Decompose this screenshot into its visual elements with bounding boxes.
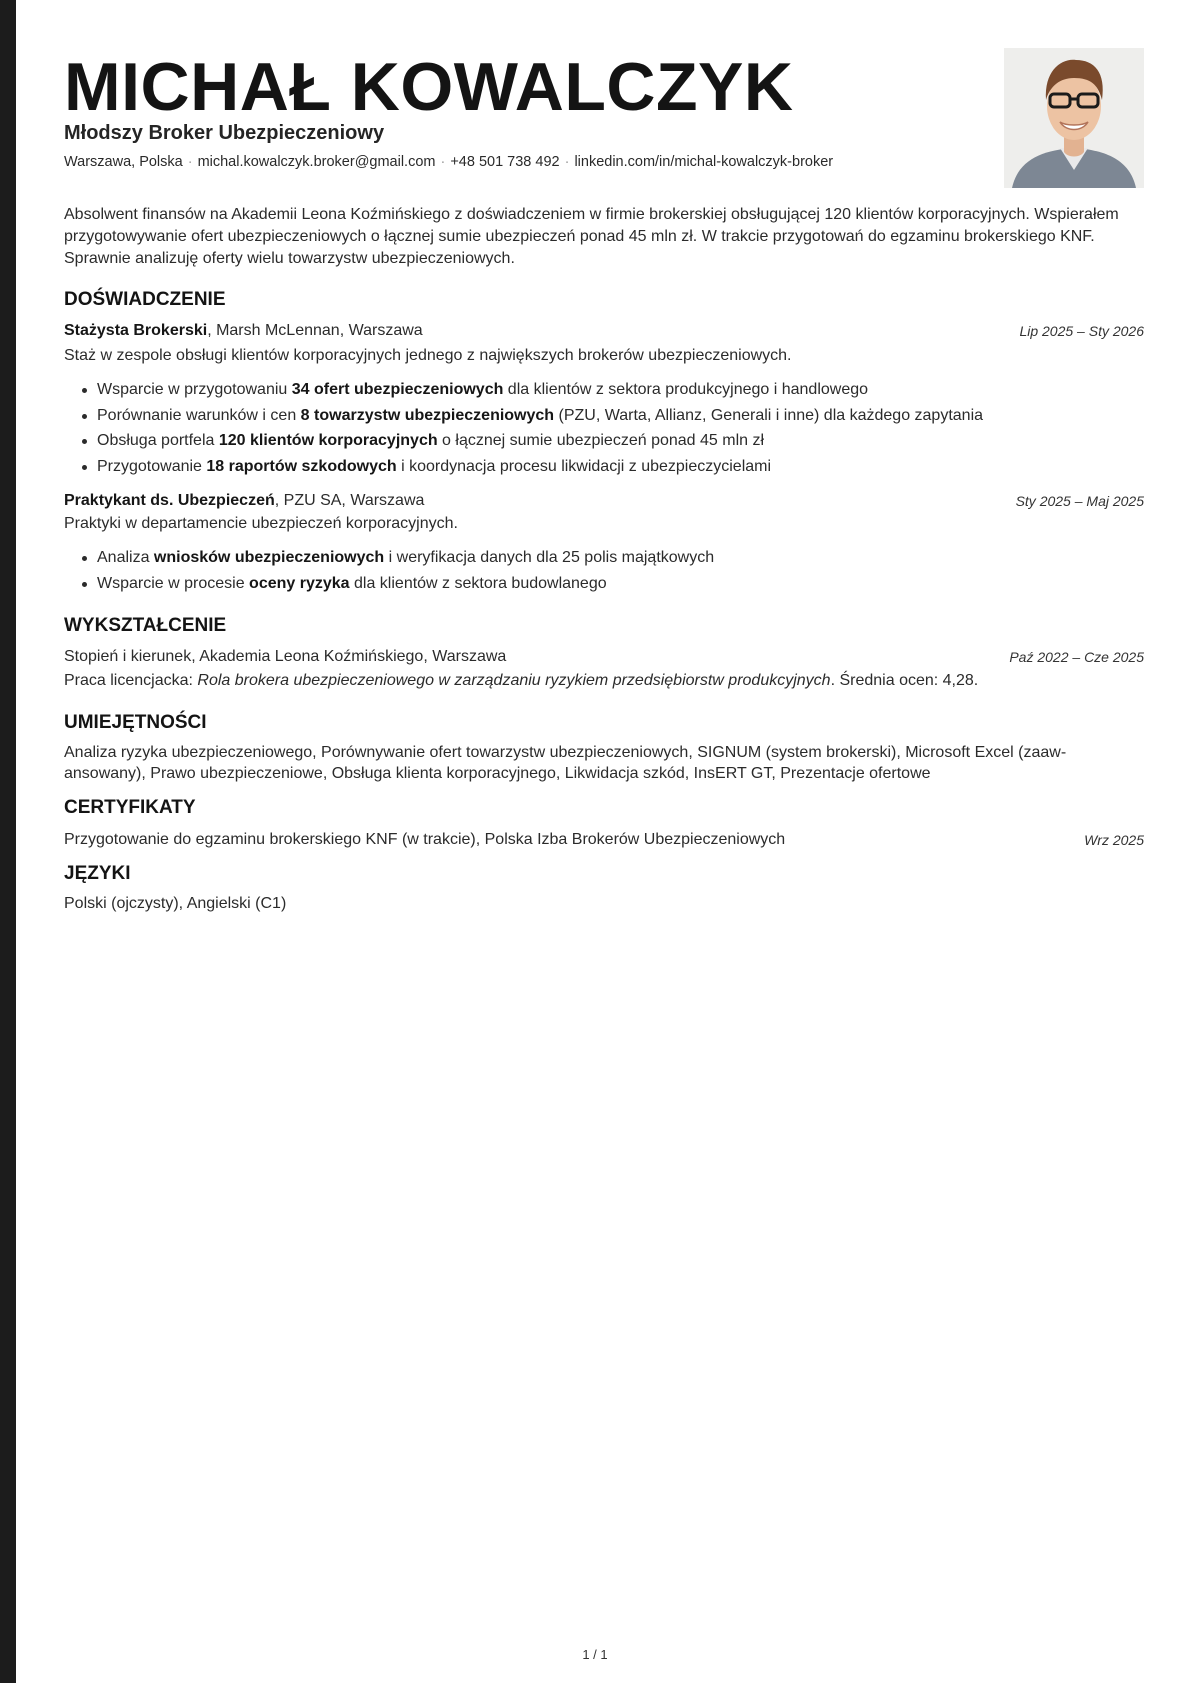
education-entry bbox=[64, 646, 1144, 668]
education-dates: Paź 2022 – Cze 2025 bbox=[1009, 649, 1144, 665]
job-role: Stażysta Brokerski bbox=[64, 322, 208, 339]
job-description: Staż w zespole obsługi klientów korporacyjnych jednego z największych brokerów ubezpieczeniowych. bbox=[64, 347, 792, 364]
contact-location: Warszawa, Polska bbox=[64, 154, 183, 170]
languages-list: Polski (ojczysty), Angielski (C1) bbox=[64, 895, 287, 912]
certificate-entry bbox=[64, 829, 1144, 851]
job-header bbox=[64, 490, 1144, 512]
thesis-label: Praca licencjacka: bbox=[64, 672, 198, 689]
resume-header bbox=[64, 48, 1144, 198]
left-edge-bar bbox=[0, 0, 16, 1683]
candidate-name: MICHAŁ KOWALCZYK bbox=[64, 49, 794, 125]
job-description: Praktyki w departamencie ubezpieczeń korporacyjnych. bbox=[64, 515, 458, 532]
skills-line: ansowany), Prawo ubezpieczeniowe, Obsługa klienta korporacyjnego, Likwidacja szkód, InsERT GT, Prezentacje ofertowe bbox=[64, 765, 931, 782]
job-bullets bbox=[64, 547, 1144, 598]
job-dates: Lip 2025 – Sty 2026 bbox=[1019, 323, 1144, 339]
profile-photo bbox=[1004, 48, 1144, 188]
thesis-after: . Średnia ocen: 4,28. bbox=[830, 672, 979, 689]
certificate-dates: Wrz 2025 bbox=[1084, 832, 1144, 848]
job-company: , Marsh McLennan, Warszawa bbox=[207, 322, 423, 339]
section-heading-skills: UMIEJĘTNOŚCI bbox=[64, 712, 207, 733]
job-dates: Sty 2025 – Maj 2025 bbox=[1015, 493, 1144, 509]
contact-separator: · bbox=[564, 154, 570, 170]
bullet-item: Analiza wniosków ubezpieczeniowych i weryfikacja danych dla 25 polis majątkowych bbox=[64, 547, 1144, 573]
bullet-item: Obsługa portfela 120 klientów korporacyjnych o łącznej sumie ubezpieczeń ponad 45 mln zł bbox=[64, 430, 1144, 456]
job-company: , PZU SA, Warszawa bbox=[274, 492, 425, 509]
section-heading-education: WYKSZTAŁCENIE bbox=[64, 615, 227, 636]
certificate-text: Przygotowanie do egzaminu brokerskiego KNF (w trakcie), Polska Izba Brokerów Ubezpieczeniowych bbox=[64, 831, 786, 848]
contact-linkedin[interactable]: linkedin.com/in/michal-kowalczyk-broker bbox=[574, 154, 834, 170]
contact-email[interactable]: michal.kowalczyk.broker@gmail.com bbox=[197, 154, 436, 170]
contact-line bbox=[64, 152, 833, 172]
contact-phone[interactable]: +48 501 738 492 bbox=[450, 154, 560, 170]
education-line: Stopień i kierunek, Akademia Leona Koźmińskiego, Warszawa bbox=[64, 648, 507, 665]
job-bullets bbox=[64, 379, 1144, 481]
bullet-item: Porównanie warunków i cen 8 towarzystw ubezpieczeniowych (PZU, Warta, Allianz, Generali i inne) dla każdego zapytania bbox=[64, 405, 1144, 431]
candidate-title: Młodszy Broker Ubezpieczeniowy bbox=[64, 122, 385, 144]
section-heading-certificates: CERTYFIKATY bbox=[64, 797, 196, 818]
contact-separator: · bbox=[440, 154, 446, 170]
bullet-item: Wsparcie w procesie oceny ryzyka dla klientów z sektora budowlanego bbox=[64, 573, 1144, 599]
education-thesis bbox=[64, 670, 1144, 692]
thesis-title: Rola brokera ubezpieczeniowego w zarządzaniu ryzykiem przedsiębiorstw produkcyjnych bbox=[197, 672, 831, 689]
page-number: 1 / 1 bbox=[582, 1647, 608, 1662]
contact-separator: · bbox=[187, 154, 193, 170]
skills-line: Analiza ryzyka ubezpieczeniowego, Porównywanie ofert towarzystw ubezpieczeniowych, SIGNUM (system brokerski), Microsoft Excel (zaaw- bbox=[64, 744, 1067, 761]
profile-summary: Absolwent finansów na Akademii Leona Koźmińskiego z doświadczeniem w firmie brokerskiej obsługującej 120 klientów korporacyjnych. Wspierałem przygotowywanie ofert ubezpieczeniowych o łącznej sumie ubezpieczeń ponad 45 mln zł. W trakcie przygotowań do egzaminu brokerskiego KNF. Sprawnie analizuję oferty wielu towarzystw ubezpieczeniowych. bbox=[64, 206, 1119, 267]
skills-list bbox=[64, 742, 1144, 784]
section-heading-languages: JĘZYKI bbox=[64, 863, 131, 884]
profile-photo-illustration bbox=[1004, 48, 1144, 188]
job-header bbox=[64, 320, 1144, 342]
resume-page bbox=[64, 0, 1144, 1683]
section-heading-experience: DOŚWIADCZENIE bbox=[64, 289, 226, 310]
bullet-item: Przygotowanie 18 raportów szkodowych i koordynacja procesu likwidacji z ubezpieczycielami bbox=[64, 456, 1144, 482]
bullet-item: Wsparcie w przygotowaniu 34 ofert ubezpieczeniowych dla klientów z sektora produkcyjnego i handlowego bbox=[64, 379, 1144, 405]
job-role: Praktykant ds. Ubezpieczeń bbox=[64, 492, 275, 509]
